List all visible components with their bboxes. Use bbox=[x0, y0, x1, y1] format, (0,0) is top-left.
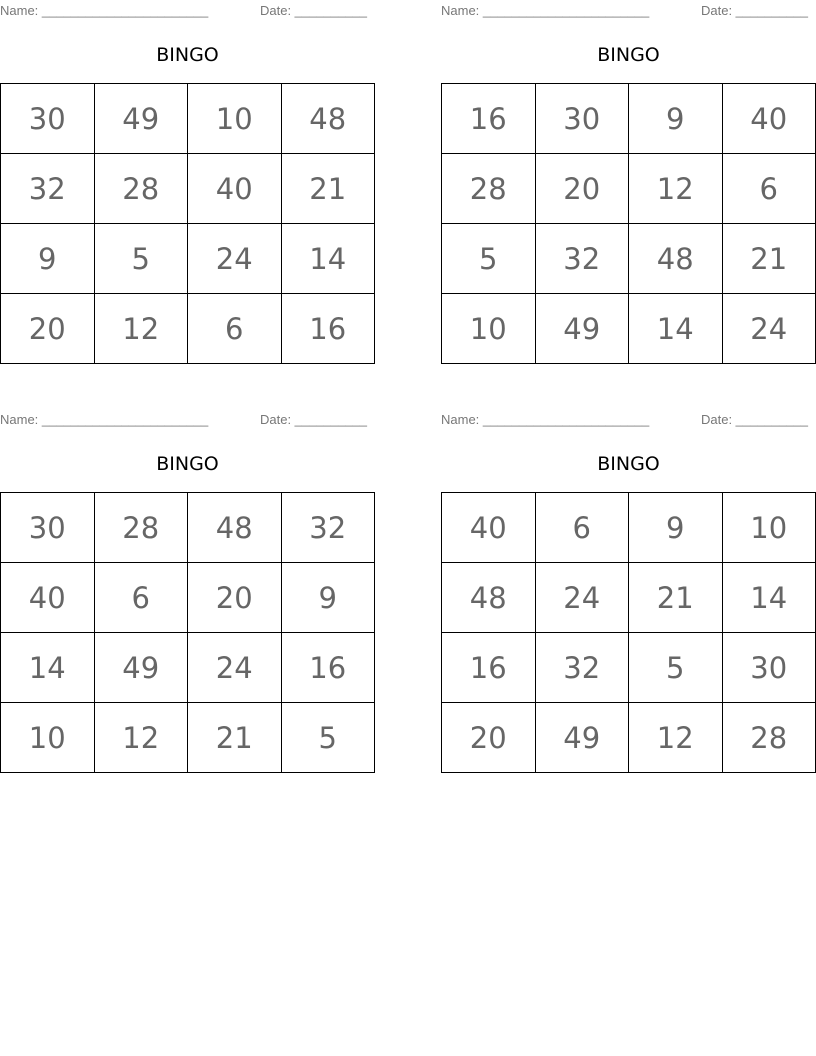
bingo-cell: 9 bbox=[281, 563, 375, 633]
bingo-cell: 49 bbox=[535, 703, 629, 773]
name-field-label: Name: _______________________ bbox=[0, 412, 209, 427]
bingo-cell: 20 bbox=[535, 154, 629, 224]
bingo-card bbox=[0, 0, 375, 363]
bingo-cell: 9 bbox=[629, 84, 723, 154]
bingo-cell: 32 bbox=[1, 154, 95, 224]
bingo-cell: 16 bbox=[281, 294, 375, 364]
grid-row bbox=[1, 294, 375, 364]
bingo-cell: 12 bbox=[629, 703, 723, 773]
date-field-label: Date: __________ bbox=[260, 3, 367, 18]
bingo-cell: 5 bbox=[94, 224, 188, 294]
bingo-cell: 5 bbox=[281, 703, 375, 773]
bingo-cell: 40 bbox=[188, 154, 282, 224]
grid-row bbox=[442, 154, 816, 224]
bingo-card bbox=[441, 409, 816, 772]
card-header bbox=[0, 412, 375, 428]
bingo-cell: 14 bbox=[629, 294, 723, 364]
bingo-cell: 20 bbox=[442, 703, 536, 773]
bingo-cell: 12 bbox=[94, 703, 188, 773]
bingo-cell: 9 bbox=[629, 493, 723, 563]
bingo-cell: 40 bbox=[1, 563, 95, 633]
name-field-label: Name: _______________________ bbox=[441, 412, 650, 427]
card-title: BINGO bbox=[597, 453, 660, 475]
bingo-cell: 21 bbox=[629, 563, 723, 633]
bingo-cell: 49 bbox=[94, 633, 188, 703]
bingo-cell: 24 bbox=[188, 633, 282, 703]
bingo-cell: 48 bbox=[442, 563, 536, 633]
bingo-cell: 24 bbox=[535, 563, 629, 633]
bingo-cell: 5 bbox=[442, 224, 536, 294]
bingo-cell: 20 bbox=[1, 294, 95, 364]
bingo-cell: 28 bbox=[94, 493, 188, 563]
bingo-cell: 48 bbox=[188, 493, 282, 563]
bingo-grid bbox=[441, 83, 816, 364]
bingo-cell: 48 bbox=[281, 84, 375, 154]
grid-row bbox=[442, 563, 816, 633]
bingo-cell: 49 bbox=[535, 294, 629, 364]
bingo-cell: 28 bbox=[94, 154, 188, 224]
grid-row bbox=[1, 224, 375, 294]
bingo-cell: 30 bbox=[1, 84, 95, 154]
bingo-cell: 21 bbox=[281, 154, 375, 224]
card-title: BINGO bbox=[156, 453, 219, 475]
bingo-cell: 21 bbox=[722, 224, 816, 294]
bingo-cell: 16 bbox=[442, 84, 536, 154]
grid-row bbox=[1, 493, 375, 563]
bingo-cell: 40 bbox=[442, 493, 536, 563]
bingo-cell: 32 bbox=[535, 224, 629, 294]
bingo-cell: 20 bbox=[188, 563, 282, 633]
grid-row bbox=[442, 224, 816, 294]
card-title: BINGO bbox=[156, 44, 219, 66]
bingo-cell: 6 bbox=[722, 154, 816, 224]
bingo-cell: 14 bbox=[722, 563, 816, 633]
bingo-grid bbox=[441, 492, 816, 773]
grid-row bbox=[1, 154, 375, 224]
grid-row bbox=[442, 294, 816, 364]
grid-row bbox=[1, 563, 375, 633]
bingo-cell: 30 bbox=[722, 633, 816, 703]
bingo-cell: 32 bbox=[281, 493, 375, 563]
grid-row bbox=[442, 493, 816, 563]
grid-row bbox=[1, 633, 375, 703]
card-header bbox=[441, 412, 816, 428]
bingo-cell: 12 bbox=[94, 294, 188, 364]
grid-row bbox=[1, 84, 375, 154]
bingo-cell: 48 bbox=[629, 224, 723, 294]
bingo-cell: 21 bbox=[188, 703, 282, 773]
card-title: BINGO bbox=[597, 44, 660, 66]
date-field-label: Date: __________ bbox=[701, 3, 808, 18]
bingo-cell: 14 bbox=[1, 633, 95, 703]
card-header bbox=[0, 3, 375, 19]
grid-row bbox=[442, 633, 816, 703]
bingo-cell: 6 bbox=[535, 493, 629, 563]
grid-row bbox=[1, 703, 375, 773]
bingo-cell: 16 bbox=[281, 633, 375, 703]
name-field-label: Name: _______________________ bbox=[441, 3, 650, 18]
date-field-label: Date: __________ bbox=[701, 412, 808, 427]
date-field-label: Date: __________ bbox=[260, 412, 367, 427]
bingo-cell: 30 bbox=[535, 84, 629, 154]
name-field-label: Name: _______________________ bbox=[0, 3, 209, 18]
bingo-cell: 14 bbox=[281, 224, 375, 294]
bingo-cell: 6 bbox=[188, 294, 282, 364]
bingo-grid bbox=[0, 492, 375, 773]
bingo-cell: 24 bbox=[188, 224, 282, 294]
bingo-cell: 32 bbox=[535, 633, 629, 703]
bingo-cell: 12 bbox=[629, 154, 723, 224]
bingo-cell: 10 bbox=[188, 84, 282, 154]
bingo-cell: 5 bbox=[629, 633, 723, 703]
bingo-cell: 28 bbox=[442, 154, 536, 224]
bingo-cell: 9 bbox=[1, 224, 95, 294]
bingo-grid bbox=[0, 83, 375, 364]
bingo-cell: 49 bbox=[94, 84, 188, 154]
bingo-card bbox=[0, 409, 375, 772]
bingo-cell: 10 bbox=[442, 294, 536, 364]
bingo-cell: 10 bbox=[722, 493, 816, 563]
bingo-cell: 40 bbox=[722, 84, 816, 154]
bingo-cell: 10 bbox=[1, 703, 95, 773]
grid-row bbox=[442, 84, 816, 154]
card-header bbox=[441, 3, 816, 19]
bingo-cell: 30 bbox=[1, 493, 95, 563]
bingo-cell: 28 bbox=[722, 703, 816, 773]
bingo-cell: 6 bbox=[94, 563, 188, 633]
bingo-cell: 24 bbox=[722, 294, 816, 364]
bingo-card bbox=[441, 0, 816, 363]
bingo-cell: 16 bbox=[442, 633, 536, 703]
grid-row bbox=[442, 703, 816, 773]
